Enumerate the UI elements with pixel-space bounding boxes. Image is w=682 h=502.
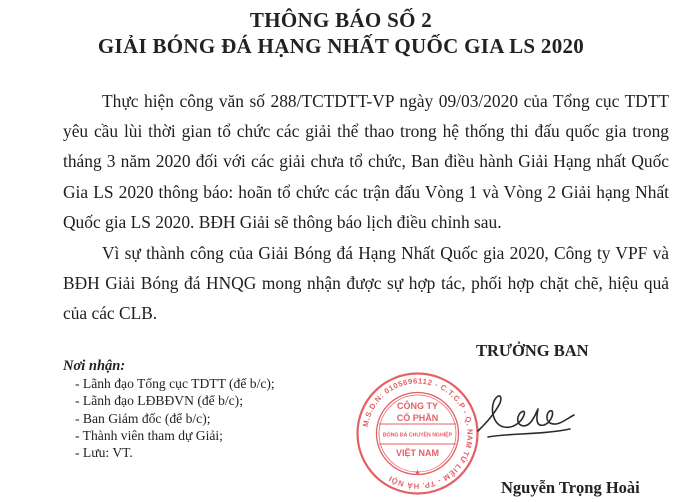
recipients-block [63, 358, 363, 461]
body-paragraph-2: Vì sự thành công của Giải Bóng đá Hạng Nhất Quốc gia 2020, Công ty VPF và BĐH Giải Bóng đá HNQG mong nhận được sự hợp tác, phối hợp chặt chẽ, hiệu quả của các CLB. [63, 243, 669, 324]
recipients-heading: Nơi nhận: [63, 358, 126, 374]
signer-name: Nguyễn Trọng Hoài [501, 478, 640, 497]
seal-ring-text: M.S.D.N: 0105696112 - C.T.C.P - Q. NAM TỪ LIÊM - TP. HÀ NỘI [360, 376, 475, 491]
handwritten-signature [470, 385, 580, 455]
company-seal [355, 371, 480, 496]
seal-text: BÓNG ĐÁ CHUYÊN NGHIỆP [382, 432, 453, 439]
recipient-item: - Lãnh đạo Tổng cục TDTT (để b/c); [75, 376, 275, 392]
seal-text: CÔNG TY [396, 401, 439, 411]
recipient-item: - Lãnh đạo LĐBĐVN (để b/c); [75, 393, 243, 409]
seal-text: CỔ PHẦN [396, 413, 439, 423]
signer-title: TRƯỞNG BAN [476, 341, 589, 360]
recipient-item: - Lưu: VT. [75, 445, 133, 461]
recipient-item: - Ban Giám đốc (để b/c); [75, 410, 211, 426]
seal-text: VIỆT NAM [395, 448, 440, 458]
notice-number-heading: THÔNG BÁO SỐ 2 [249, 8, 433, 32]
recipient-item: - Thành viên tham dự Giải; [75, 427, 223, 443]
tournament-heading: GIẢI BÓNG ĐÁ HẠNG NHẤT QUỐC GIA LS 2020 [97, 34, 585, 58]
body-paragraph-1: Thực hiện công văn số 288/TCTDTT-VP ngày 09/03/2020 của Tổng cục TDTT yêu cầu lùi thời gian tổ chức các giải thể thao trong hệ thống thi đấu quốc gia trong tháng 3 năm 2020 đối với các giải chưa tổ chức, Ban điều hành Giải Hạng nhất Quốc Gia LS 2020 thông báo: hoãn tổ chức các trận đấu Vòng 1 và Vòng 2 Giải hạng Nhất Quốc gia LS 2020. BĐH Giải sẽ thông báo lịch điều chỉnh sau. [63, 91, 669, 232]
seal-star-icon: ★ [413, 468, 422, 477]
